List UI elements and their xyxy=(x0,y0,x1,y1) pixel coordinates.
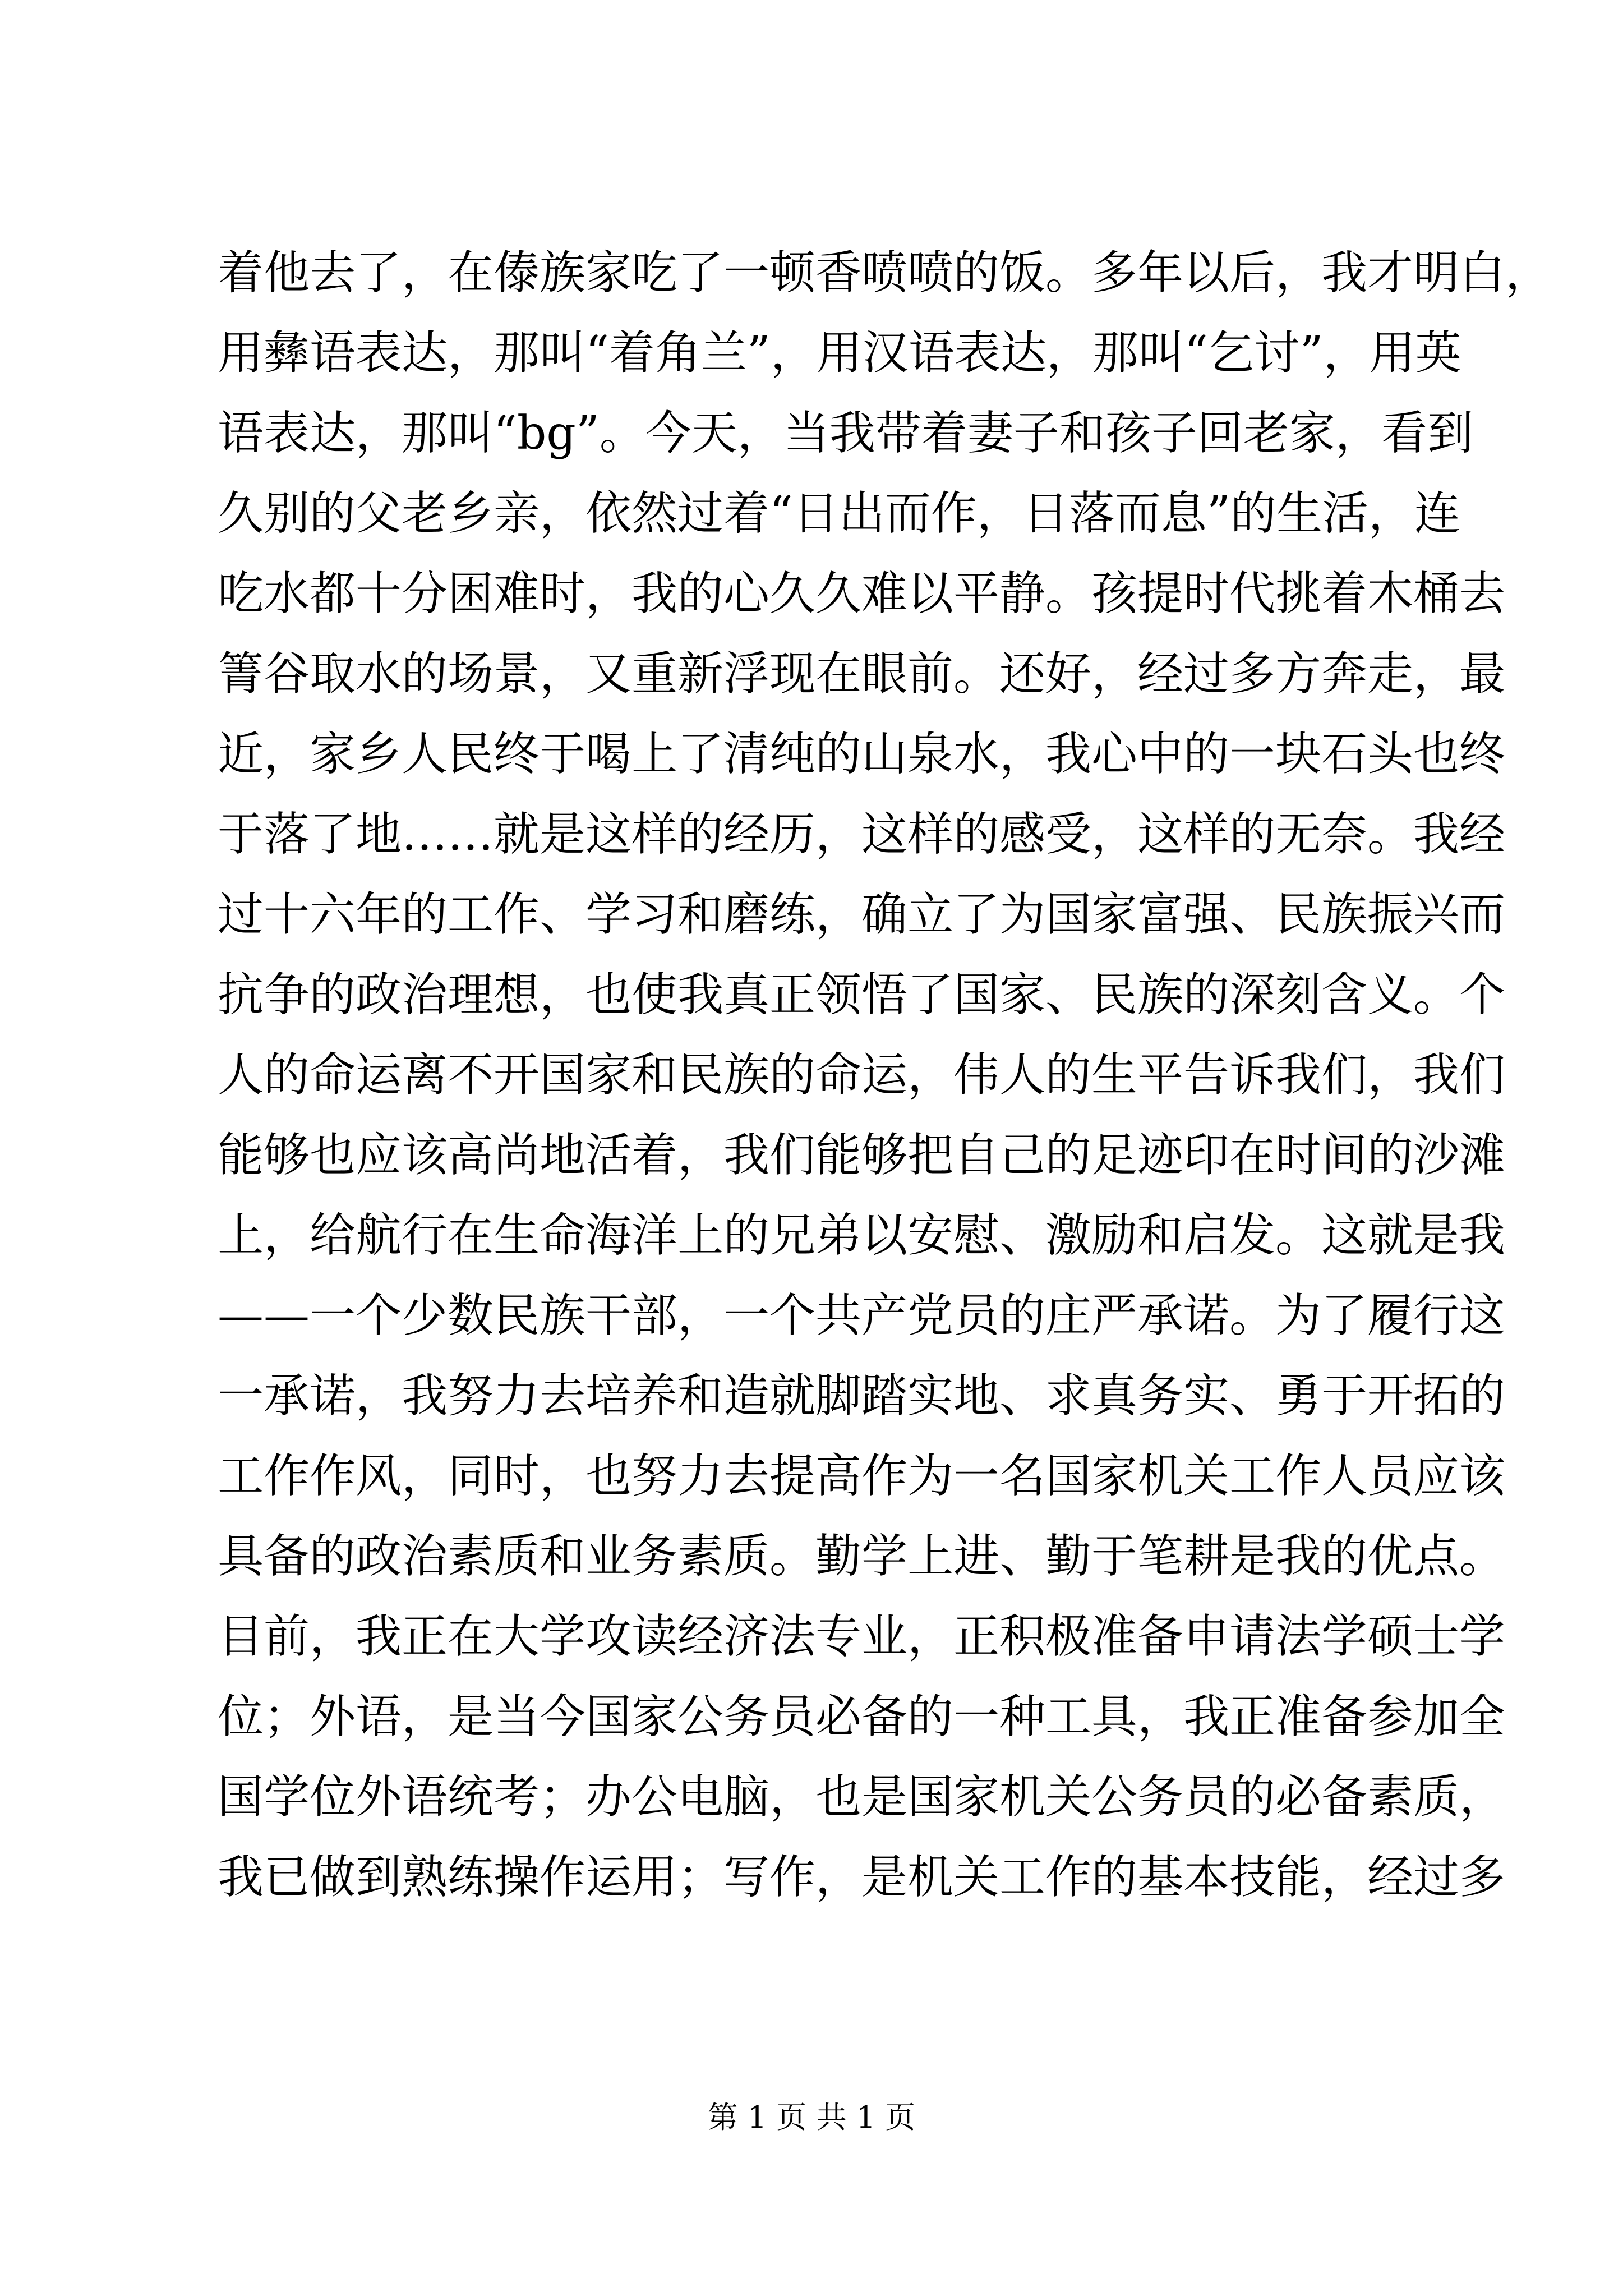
text-line: 国学位外语统考；办公电脑，也是国家机关公务员的必备素质， xyxy=(218,1770,1506,1824)
text-line: 近，家乡人民终于喝上了清纯的山泉水，我心中的一块石头也终 xyxy=(218,728,1506,781)
text-line: ——一个少数民族干部，一个共产党员的庄严承诺。为了履行这 xyxy=(218,1289,1506,1342)
text-line: 箐谷取水的场景，又重新浮现在眼前。还好，经过多方奔走，最 xyxy=(218,647,1506,701)
text-line: 用彝语表达，那叫“着角兰”，用汉语表达，那叫“乞讨”，用英 xyxy=(218,326,1461,380)
page-footer: 第 1 页 共 1 页 xyxy=(707,2100,916,2135)
text-line: 目前，我正在大学攻读经济法专业，正积极准备申请法学硕士学 xyxy=(218,1610,1506,1663)
text-line: 具备的政治素质和业务素质。勤学上进、勤于笔耕是我的优点。 xyxy=(218,1530,1506,1583)
text-line: 上，给航行在生命海洋上的兄弟以安慰、激励和启发。这就是我 xyxy=(218,1209,1506,1262)
text-line: 久别的父老乡亲，依然过着“日出而作，日落而息”的生活，连 xyxy=(218,487,1460,540)
text-line: 语表达，那叫“bg”。今天，当我带着妻子和孩子回老家，看到 xyxy=(218,407,1473,460)
text-line: 人的命运离不开国家和民族的命运，伟人的生平告诉我们，我们 xyxy=(218,1048,1506,1102)
text-line: 着他去了，在傣族家吃了一顿香喷喷的饭。多年以后，我才明白， xyxy=(218,246,1552,300)
text-line: 过十六年的工作、学习和磨练，确立了为国家富强、民族振兴而 xyxy=(218,888,1506,941)
text-line: 位；外语，是当今国家公务员必备的一种工具，我正准备参加全 xyxy=(218,1690,1506,1743)
text-line: 能够也应该高尚地活着，我们能够把自己的足迹印在时间的沙滩 xyxy=(218,1129,1506,1182)
text-line: 一承诺，我努力去培养和造就脚踏实地、求真务实、勇于开拓的 xyxy=(218,1369,1506,1423)
text-line: 吃水都十分困难时，我的心久久难以平静。孩提时代挑着木桶去 xyxy=(218,567,1506,620)
body-text xyxy=(218,233,1552,1917)
text-line: 我已做到熟练操作运用；写作，是机关工作的基本技能，经过多 xyxy=(218,1851,1506,1904)
text-line: 工作作风，同时，也努力去提高作为一名国家机关工作人员应该 xyxy=(218,1450,1506,1503)
text-line: 于落了地……就是这样的经历，这样的感受，这样的无奈。我经 xyxy=(218,808,1506,861)
text-line: 抗争的政治理想，也使我真正领悟了国家、民族的深刻含义。个 xyxy=(218,968,1506,1022)
